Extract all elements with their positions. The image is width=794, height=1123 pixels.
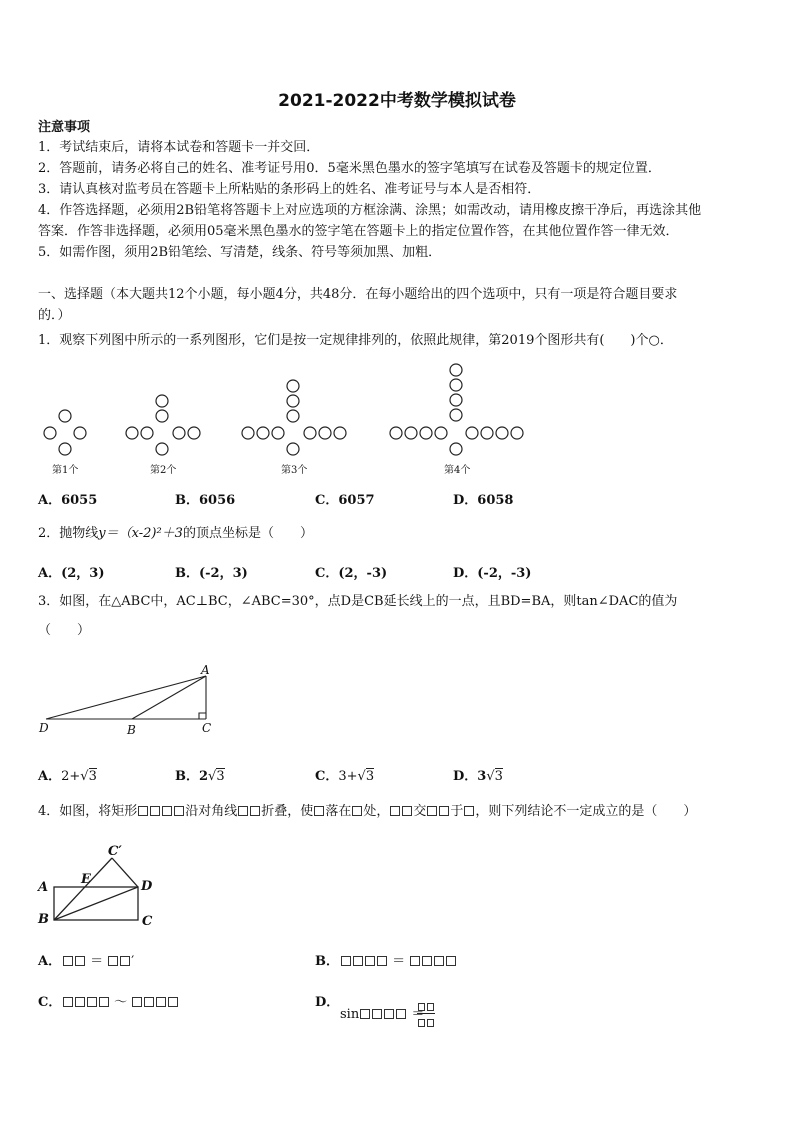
q1-option-c: C．6057 xyxy=(315,493,375,508)
notice-item: 答案．作答非选择题，必须用05毫米黑色墨水的签字笔在答题卡上的指定位置作答，在其他位置作答一律无效． xyxy=(38,224,679,239)
q4-option-c-formula: ～ xyxy=(62,993,179,1013)
q3-label-d: D xyxy=(39,721,49,735)
q4-label-b: B xyxy=(38,912,49,927)
notice-item: 1．考试结束后，请将本试卷和答题卡一并交回． xyxy=(38,140,320,155)
figure-caption: 第1个 xyxy=(52,465,79,476)
q3-option-a: A．2+√3 xyxy=(38,769,97,784)
question-3: 3．如图，在△ABC中，AC⊥BC，∠ABC=30°，点D是CB延长线上的一点，且BD=BA，则tan∠DAC的值为 xyxy=(38,594,678,609)
q3-label-c: C xyxy=(202,721,212,735)
question-1: 1．观察下列图中所示的一系列图形，它们是按一定规律排列的，依照此规律，第2019个图形共有( )个○． xyxy=(38,333,673,348)
notice-item: 5．如需作图，须用2B铅笔绘、写清楚，线条、符号等须加黑、加粗． xyxy=(38,245,442,260)
q2-prefix: 2．抛物线 xyxy=(38,526,99,541)
q4-option-c: C． xyxy=(38,995,62,1010)
q2-formula: y＝（x-2)²＋3 xyxy=(98,526,183,541)
q3-label-b: B xyxy=(127,723,136,737)
q3-option-d: D．3√3 xyxy=(453,769,503,784)
q3-option-b: B．2√3 xyxy=(175,769,225,784)
q3-option-c: C．3+√3 xyxy=(315,769,375,784)
radicand: 3 xyxy=(494,769,503,784)
q4-option-b-formula: ＝ xyxy=(340,952,457,972)
q2-option-a: A．(2，3) xyxy=(38,566,105,581)
q1-option-a: A．6055 xyxy=(38,493,98,508)
question-3-cont: （ ） xyxy=(38,623,91,638)
q4-option-b: B． xyxy=(315,954,339,969)
q2-option-d: D．(-2，-3) xyxy=(453,566,532,581)
q4-option-d: D． xyxy=(315,995,340,1010)
question-4: 4．如图，将矩形 沿对角线 折叠，使 落在 处， 交 于 ，则下列结论不一定成立的是（ ） xyxy=(38,804,697,819)
q2-option-c: C．(2，-3) xyxy=(315,566,388,581)
q4-label-a: A xyxy=(38,880,49,895)
section-heading-cont: 的．） xyxy=(38,308,71,323)
figure-caption: 第3个 xyxy=(281,465,308,476)
q2-suffix: 的顶点坐标是（ ） xyxy=(182,526,313,541)
notice-item: 2．答题前，请务必将自己的姓名、准考证号用0．5毫米黑色墨水的签字笔填写在试卷及答题卡的规定位置． xyxy=(38,161,661,176)
notice-heading: 注意事项 xyxy=(38,120,91,135)
q4-option-a: A． xyxy=(38,954,62,969)
q4-label-d: D xyxy=(141,879,153,894)
notice-item: 4．作答选择题，必须用2B铅笔将答题卡上对应选项的方框涂满、涂黑；如需改动，请用橡皮擦干净后，再选涂其他 xyxy=(38,203,702,218)
q4-label-c-prime: C′ xyxy=(108,844,122,859)
figure-caption: 第4个 xyxy=(444,465,471,476)
q4-option-d-fraction xyxy=(417,1000,435,1027)
q4-label-e: E xyxy=(81,872,91,887)
radicand: 3 xyxy=(88,769,97,784)
q1-option-d: D．6058 xyxy=(453,493,514,508)
figure-caption: 第2个 xyxy=(150,465,177,476)
section-heading: 一、选择题（本大题共12个小题，每小题4分，共48分．在每小题给出的四个选项中，只有一项是符合题目要求 xyxy=(38,287,678,302)
notice-item: 3．请认真核对监考员在答题卡上所粘贴的条形码上的姓名、准考证号与本人是否相符． xyxy=(38,182,541,197)
radicand: 3 xyxy=(365,769,375,784)
q4-option-a-formula: ＝ ′ xyxy=(62,952,134,972)
radicand: 3 xyxy=(216,769,225,784)
q1-option-b: B．6056 xyxy=(175,493,236,508)
q4-option-d-formula: sin ＝ xyxy=(340,1007,425,1022)
q2-option-b: B．(-2，3) xyxy=(175,566,248,581)
page-title: 2021-2022中考数学模拟试卷 xyxy=(278,91,516,111)
q4-label-c: C xyxy=(142,914,153,929)
q3-label-a: A xyxy=(201,663,210,677)
